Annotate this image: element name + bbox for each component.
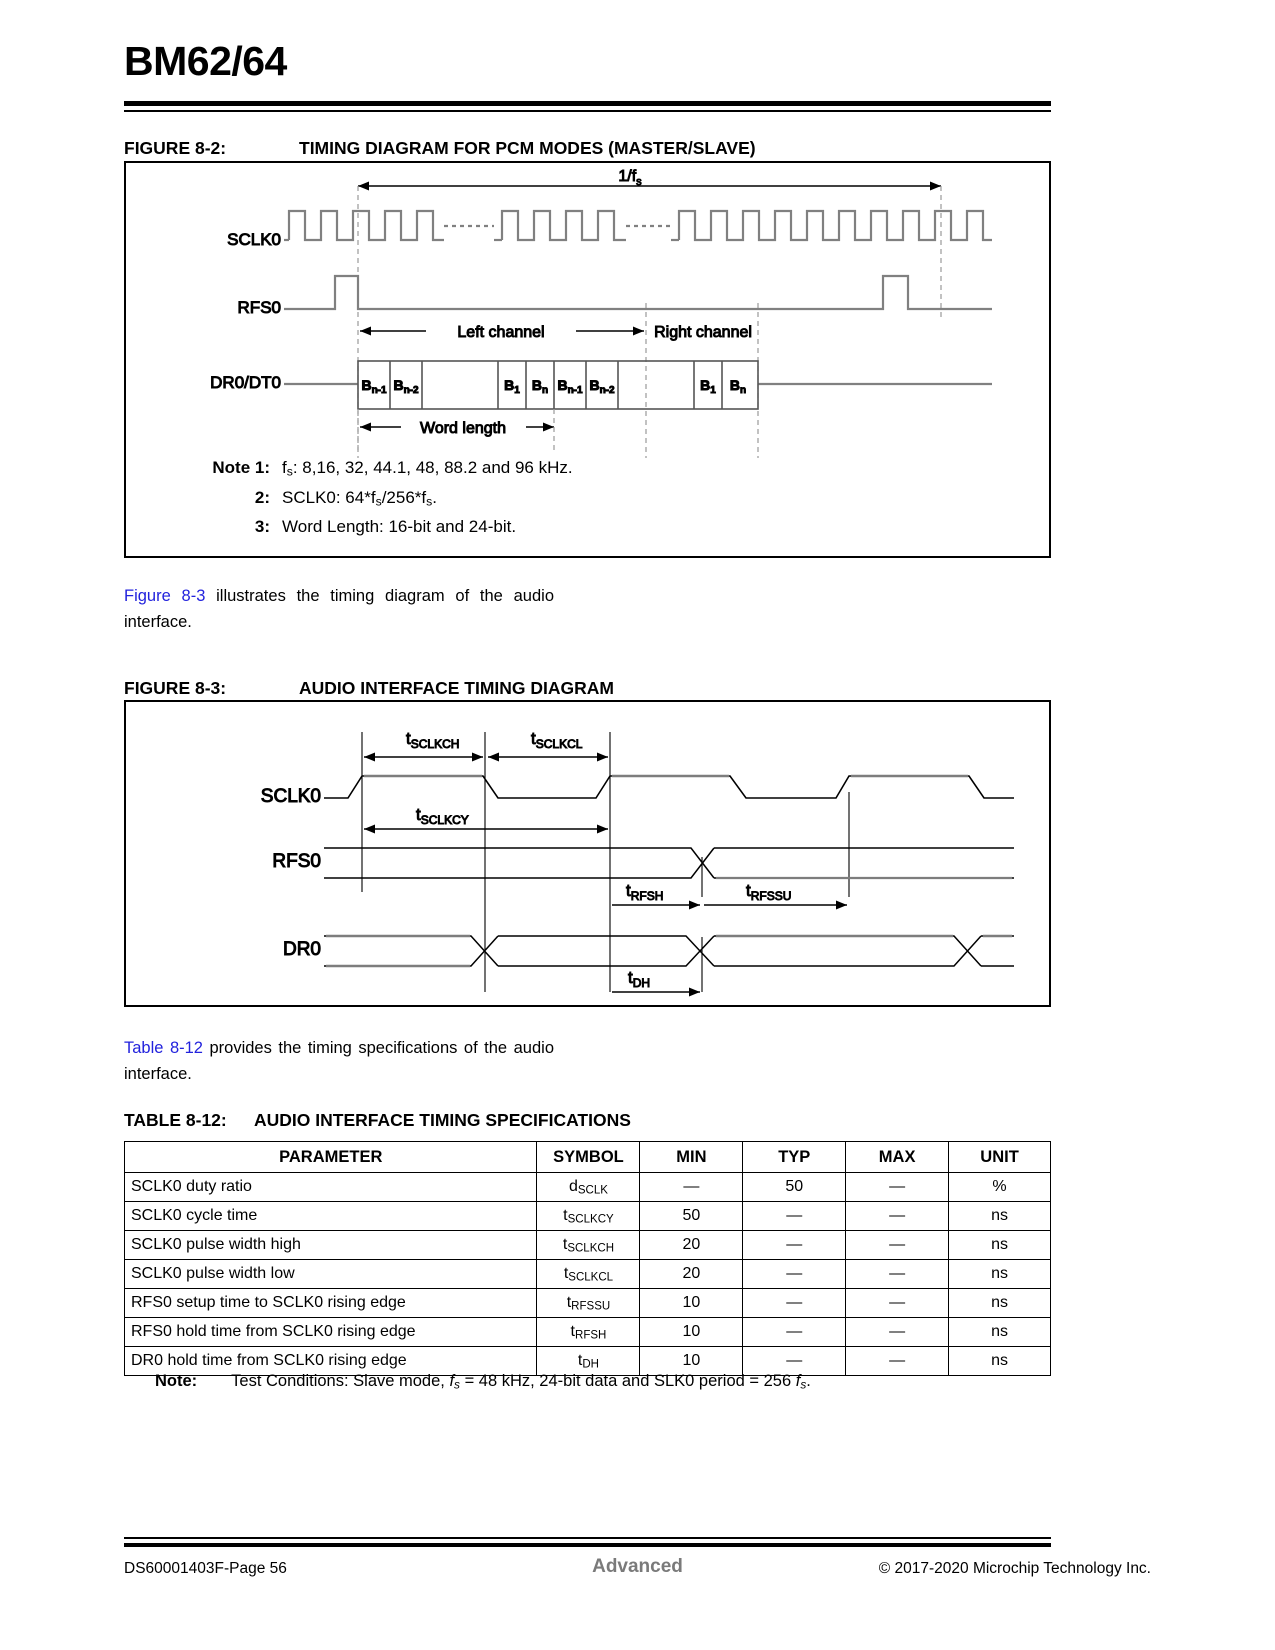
cell-symbol: $d_{SCLK}$ xyxy=(537,1173,640,1202)
cell-unit: ns xyxy=(949,1318,1051,1347)
cell-max: — xyxy=(846,1289,949,1318)
cell-max: — xyxy=(846,1260,949,1289)
cell-typ: 50 xyxy=(743,1173,846,1202)
column-header-max: MAX xyxy=(846,1142,949,1173)
bit-label: $B_{n-2}$ xyxy=(393,377,419,396)
audio-interface-timing-table xyxy=(124,1141,1051,1376)
table-row xyxy=(125,1173,1051,1202)
paragraph-table-ref xyxy=(124,1035,554,1087)
column-header-unit: UNIT xyxy=(949,1142,1051,1173)
note-item-1 xyxy=(204,458,573,479)
figure-8-2-label: FIGURE 8-2: xyxy=(124,138,227,158)
note-text: $f_s$: 8,16, 32, 44.1, 48, 88.2 and 96 kHz. xyxy=(282,458,573,479)
paragraph-text: illustrates the timing diagram of the audio interface. xyxy=(124,587,554,631)
header-rule-thin xyxy=(124,110,1051,112)
bit-label: $B_{n-1}$ xyxy=(361,377,387,396)
timing-label-tsclkcy: $t_{SCLKCY}$ xyxy=(416,805,469,827)
cell-unit: ns xyxy=(949,1347,1051,1376)
note-number: 3: xyxy=(254,517,270,537)
cell-parameter: SCLK0 pulse width low xyxy=(125,1260,537,1289)
cell-parameter: RFS0 hold time from SCLK0 rising edge xyxy=(125,1318,537,1347)
cell-typ: — xyxy=(743,1289,846,1318)
bit-label: $B_{n-2}$ xyxy=(589,377,615,396)
table-row xyxy=(125,1231,1051,1260)
cell-unit: ns xyxy=(949,1231,1051,1260)
cell-typ: — xyxy=(743,1318,846,1347)
cell-min: 20 xyxy=(640,1260,743,1289)
cell-min: — xyxy=(640,1173,743,1202)
bit-label: $B_n$ xyxy=(531,377,549,396)
cell-min: 10 xyxy=(640,1289,743,1318)
footer-copyright: © 2017-2020 Microchip Technology Inc. xyxy=(878,1560,1151,1577)
cell-symbol: $t_{SCLKCY}$ xyxy=(537,1202,640,1231)
cell-symbol: $t_{RFSH}$ xyxy=(537,1318,640,1347)
cell-symbol: $t_{SCLKCL}$ xyxy=(537,1260,640,1289)
column-header-parameter: PARAMETER xyxy=(125,1142,537,1173)
note-text: Word Length: 16-bit and 24-bit. xyxy=(282,517,517,537)
cell-parameter: SCLK0 cycle time xyxy=(125,1202,537,1231)
cell-max: — xyxy=(846,1347,949,1376)
signal-label-sclk0: SCLK0 xyxy=(260,786,321,807)
note-number: Note 1: xyxy=(212,458,270,477)
footer-page-number: DS60001403F-Page 56 xyxy=(124,1560,287,1577)
timing-label-tsclkch: $t_{SCLKCH}$ xyxy=(406,729,460,751)
cell-max: — xyxy=(846,1231,949,1260)
signal-label-rfs0: RFS0 xyxy=(272,851,321,872)
page-title: BM62/64 xyxy=(124,38,287,84)
cell-symbol: $t_{DH}$ xyxy=(537,1347,640,1376)
column-header-symbol: SYMBOL xyxy=(537,1142,640,1173)
cell-min: 50 xyxy=(640,1202,743,1231)
timing-label-trfssu: $t_{RFSSU}$ xyxy=(746,881,792,903)
cell-parameter: SCLK0 pulse width high xyxy=(125,1231,537,1260)
table-row xyxy=(125,1202,1051,1231)
bit-label: $B_n$ xyxy=(729,377,747,396)
figure-8-3-xref[interactable]: Figure 8-3 xyxy=(124,587,206,605)
table-header-row xyxy=(125,1142,1051,1173)
figure-8-3-box xyxy=(124,700,1051,1007)
period-label: $1/f_s$ xyxy=(618,168,642,188)
table-8-12-title: AUDIO INTERFACE TIMING SPECIFICATIONS xyxy=(254,1110,631,1130)
cell-max: — xyxy=(846,1318,949,1347)
cell-unit: ns xyxy=(949,1289,1051,1318)
cell-parameter: RFS0 setup time to SCLK0 rising edge xyxy=(125,1289,537,1318)
figure-8-3-label: FIGURE 8-3: xyxy=(124,678,227,698)
cell-typ: — xyxy=(743,1347,846,1376)
table-note-text: Test Conditions: Slave mode, $f_s = 48$ kHz, 24-bit data and SLK0 period = 256 $f_s$. xyxy=(231,1372,811,1392)
footer-rule-thick xyxy=(124,1543,1051,1547)
note-text: SCLK0: $64*f_s/256*f_s$. xyxy=(282,487,437,509)
cell-parameter: SCLK0 duty ratio xyxy=(125,1173,537,1202)
left-channel-label: Left channel xyxy=(457,324,545,341)
figure-8-2-notes xyxy=(204,458,573,546)
bit-label: $B_1$ xyxy=(504,377,520,396)
timing-label-trfsh: $t_{RFSH}$ xyxy=(626,881,664,903)
cell-typ: — xyxy=(743,1260,846,1289)
figure-8-2-caption xyxy=(124,138,756,159)
figure-8-3-caption xyxy=(124,678,614,699)
cell-unit: ns xyxy=(949,1260,1051,1289)
timing-label-tsclkcl: $t_{SCLKCL}$ xyxy=(531,729,583,751)
column-header-typ: TYP xyxy=(743,1142,846,1173)
signal-label-sclk0: SCLK0 xyxy=(227,230,281,249)
footer-rule-thin xyxy=(124,1537,1051,1539)
table-note xyxy=(155,1372,811,1392)
cell-typ: — xyxy=(743,1231,846,1260)
figure-8-3-title: AUDIO INTERFACE TIMING DIAGRAM xyxy=(299,678,614,698)
note-item-2 xyxy=(204,488,573,509)
signal-label-rfs0: RFS0 xyxy=(237,298,281,317)
table-8-12-label: TABLE 8-12: xyxy=(124,1110,227,1130)
figure-8-3-diagram xyxy=(126,702,1049,1005)
bit-label: $B_{n-1}$ xyxy=(557,377,583,396)
cell-min: 10 xyxy=(640,1347,743,1376)
cell-min: 20 xyxy=(640,1231,743,1260)
table-row xyxy=(125,1260,1051,1289)
cell-max: — xyxy=(846,1202,949,1231)
word-length-label: Word length xyxy=(420,420,506,437)
table-note-label: Note: xyxy=(155,1372,198,1390)
figure-8-2-title: TIMING DIAGRAM FOR PCM MODES (MASTER/SLAVE) xyxy=(299,138,756,158)
cell-parameter: DR0 hold time from SCLK0 rising edge xyxy=(125,1347,537,1376)
cell-symbol: $t_{RFSSU}$ xyxy=(537,1289,640,1318)
cell-min: 10 xyxy=(640,1318,743,1347)
cell-unit: ns xyxy=(949,1202,1051,1231)
cell-unit: % xyxy=(949,1173,1051,1202)
table-8-12-xref[interactable]: Table 8-12 xyxy=(124,1039,203,1057)
note-item-3 xyxy=(204,517,573,537)
cell-symbol: $t_{SCLKCH}$ xyxy=(537,1231,640,1260)
table-row xyxy=(125,1289,1051,1318)
paragraph-text: provides the timing specifications of the audio interface. xyxy=(124,1039,554,1083)
bit-label: $B_1$ xyxy=(700,377,716,396)
cell-typ: — xyxy=(743,1202,846,1231)
header-rule-thick xyxy=(124,101,1051,106)
right-channel-label: Right channel xyxy=(654,324,752,341)
cell-max: — xyxy=(846,1173,949,1202)
table-8-12-caption xyxy=(124,1110,631,1131)
signal-label-dr0dt0: DR0/DT0 xyxy=(210,373,281,392)
column-header-min: MIN xyxy=(640,1142,743,1173)
signal-label-dr0: DR0 xyxy=(282,939,321,960)
paragraph-figure-ref xyxy=(124,583,554,635)
footer-status: Advanced xyxy=(592,1556,683,1577)
timing-label-tdh: $t_{DH}$ xyxy=(628,968,651,990)
figure-8-2-box xyxy=(124,161,1051,558)
table-row xyxy=(125,1318,1051,1347)
note-number: 2: xyxy=(254,487,270,507)
